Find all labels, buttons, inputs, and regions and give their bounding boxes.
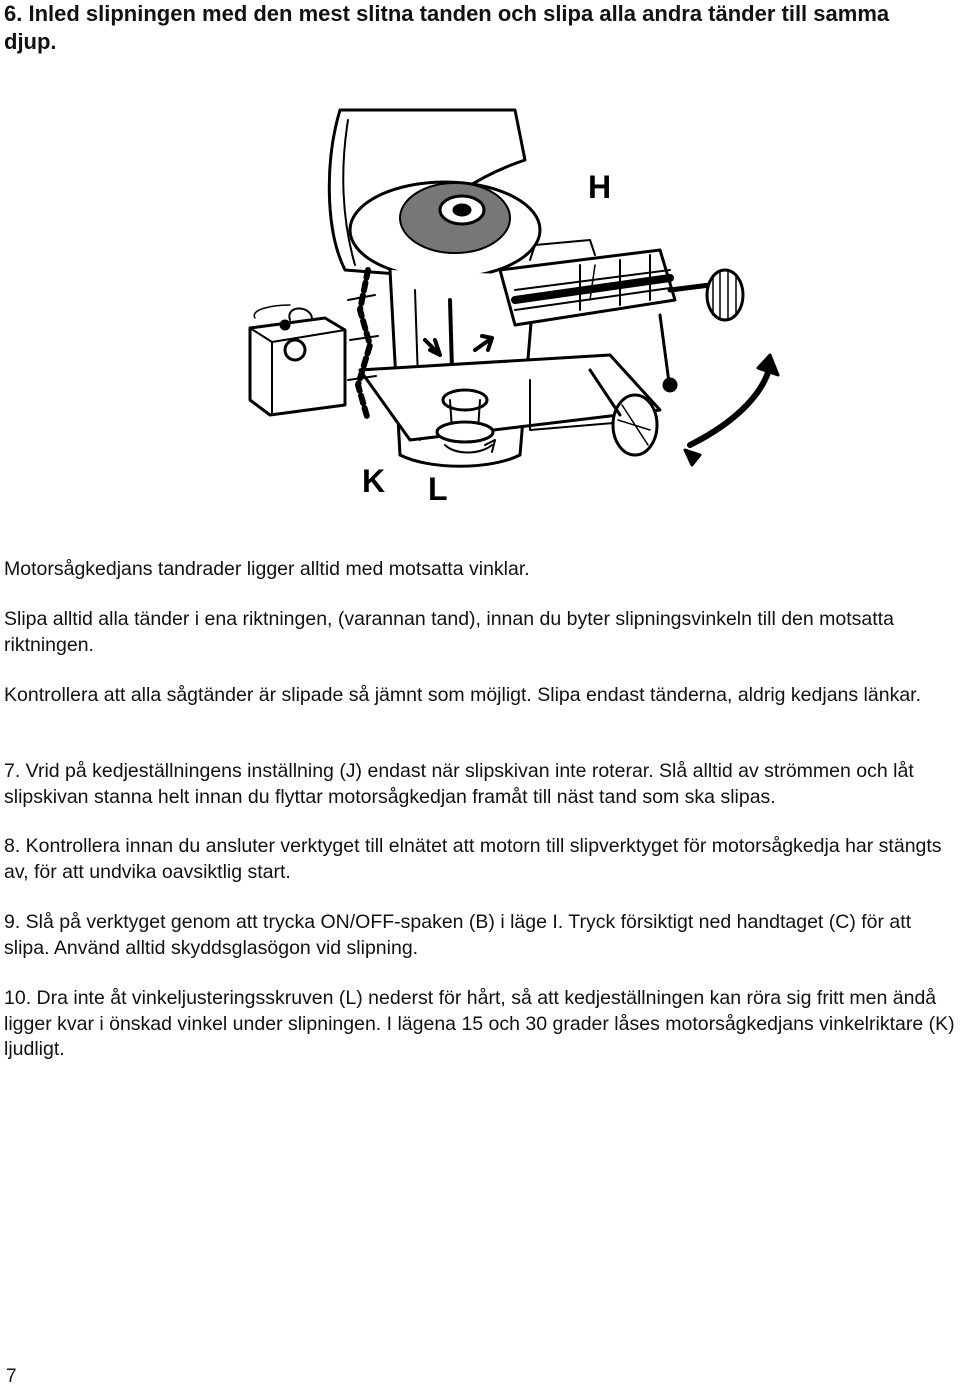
grinder-drawing [230, 100, 790, 510]
paragraph-chain-angles: Motorsågkedjans tandrader ligger alltid med motsatta vinklar. [4, 558, 530, 580]
paragraph-step-10: 10. Dra inte åt vinkeljusteringsskruven (L) nederst för hårt, så att kedjeställningen kan röra sig fritt men ändå ligger kvar i önskad vinkel under slipningen. I lägena 15 och 30 grader låses motorsågkedjans vinkelriktare (K) ljudligt. [4, 987, 955, 1060]
paragraph-grinding-direction: Slipa alltid alla tänder i ena riktningen, (varannan tand), innan du byter slipningsvinkeln till den motsatta riktningen. [4, 608, 894, 656]
paragraph-check-teeth: Kontrollera att alla sågtänder är slipade så jämnt som möjligt. Slipa endast tänderna, aldrig kedjans länkar. [4, 684, 922, 706]
section-heading: 6. Inled slipningen med den mest slitna tanden och slipa alla andra tänder till samma djup. [4, 1, 890, 54]
label-l: L [428, 471, 448, 507]
label-k: K [362, 463, 386, 499]
page-number: 7 [6, 1366, 17, 1387]
chain-grinder-illustration [230, 100, 790, 510]
label-h: H [588, 169, 612, 205]
paragraph-step-9: 9. Slå på verktyget genom att trycka ON/OFF-spaken (B) i läge I. Tryck försiktigt ned handtaget (C) för att slipa. Använd alltid skyddsglasögon vid slipning. [4, 911, 912, 959]
paragraph-step-7: 7. Vrid på kedjeställningens inställning (J) endast när slipskivan inte roterar. Slå alltid av strömmen och låt slipskivan stanna helt innan du flyttar motorsågkedjan framåt till näst tand som ska slipas. [4, 760, 914, 808]
paragraph-step-8: 8. Kontrollera innan du ansluter verktyget till elnätet att motorn till slipverktyget för motorsågkedja har stängts av, för att undvika oavsiktlig start. [4, 835, 942, 883]
